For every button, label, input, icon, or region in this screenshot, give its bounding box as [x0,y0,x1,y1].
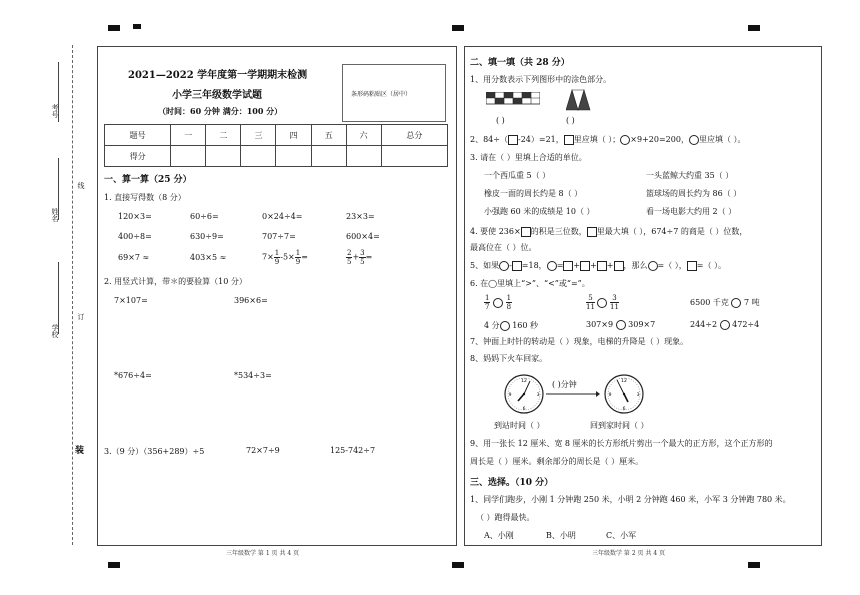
fraction: $\frac{1}{7}$ [485,294,490,311]
q1-item: 403×5 ≈ [190,253,227,262]
expr-text: 7× [262,252,274,262]
blank-square[interactable] [563,261,573,271]
q1-item: 707÷7= [262,232,296,241]
r-q9-line2: 周长是（ ）厘米。剩余部分的周长是（ ）厘米。 [470,457,644,466]
q3-prompt: 3.（9 分）（356+289）÷5 [104,447,205,456]
compare-circle[interactable] [597,298,607,308]
fraction: $\frac{2}{5}$ [347,249,352,266]
score-table-row [105,146,448,167]
s3-q1-line1: 1、同学们跑步，小刚 1 分钟跑 250 米，小明 2 分钟跑 460 米，小军 3 分钟跑 780 米。 [470,495,791,504]
blank-circle[interactable] [648,261,658,271]
q1-prompt: 1. 直接写得数（8 分） [104,193,186,202]
shaded-triangle-figure [566,88,594,112]
arrow-icon [546,390,600,398]
exam-title: 2021—2022 学年度第一学期期末检测 [128,70,308,81]
q1-item: 600×4= [346,232,380,241]
r-q4: 4. 要使 236× 的积是三位数， 里最大填（ ），674÷7 的商是（ ）位数， [470,227,748,236]
line-char: 线 [77,182,85,189]
score-col: 四 [276,125,311,146]
score-col: 三 [241,125,276,146]
fraction: $\frac{5}{11}$ [586,294,595,311]
score-col: 总分 [381,125,447,146]
score-col: 五 [311,125,346,146]
registration-mark [108,562,120,568]
blank-square[interactable] [512,261,522,271]
q1-item: 0×24÷4= [262,212,303,221]
blank-square[interactable] [687,261,697,271]
svg-text:9: 9 [508,393,512,398]
section-2-heading: 二、填一填（共 28 分） [470,58,570,68]
r-q2: 2、84÷（ -24）=21， 里应填（ ）； ×9+20=200， 里应填（ ）。 [470,135,746,144]
score-cell[interactable] [206,146,241,167]
blank-square[interactable] [564,135,574,145]
fraction: $\frac{3}{11}$ [610,294,619,311]
section-1-heading: 一、算一算（25 分） [104,175,192,185]
r-q3-item: 小强跑 60 米的成绩是 10（ ） [484,207,595,216]
r-q5: 5、如果 - =18， = + + + ，那么 =（ ）， =（ ）。 [470,261,726,270]
fraction: $\frac{3}{5}$ [360,249,365,266]
compare-circle[interactable] [493,298,503,308]
r-q3-item: 篮球场的周长约为 86（ ） [646,189,742,198]
r-q3-prompt: 3. 请在（ ）里填上合适的单位。 [470,153,587,162]
exam-no-label: 考号 [51,104,59,118]
registration-mark [748,25,760,31]
r-q4-line2: 最高位在（ ）位。 [470,243,537,252]
school-label: 学校 [51,324,59,338]
r-q6-compare: 6500 千克 7 吨 [690,298,760,307]
svg-text:3: 3 [636,393,640,398]
r-q6-prompt: 6. 在◯里填上“>”、“<”或“=”。 [470,279,590,288]
r-q3-item: 看一场电影大约用 2（ ） [646,207,737,216]
bind-char: 装 [73,445,83,454]
blank-square[interactable] [614,261,624,271]
r-q6-compare [484,294,512,311]
expr-text: -5× [280,252,295,262]
page-footer: 三年级数学 第 1 页 共 4 页 [226,550,300,557]
blank-square[interactable] [597,261,607,271]
q1-item: 120×3= [118,212,152,221]
name-label: 姓名 [51,208,59,222]
blank-square[interactable] [587,227,597,237]
q2-item: 7×107= [114,296,148,305]
r-q7: 7、钟面上时针的转动是（ ）现象，电梯的升降是（ ）现象。 [470,337,689,346]
score-col: 二 [206,125,241,146]
blank-square[interactable] [508,135,518,145]
r-q6-compare [586,294,619,311]
expr-text: = [301,252,308,262]
score-cell[interactable] [381,146,447,167]
r-q6-compare: 307×9 309×7 [586,320,656,329]
score-col: 题号 [105,125,171,146]
registration-mark [452,25,464,31]
score-row-label: 得分 [105,146,171,167]
section-3-heading: 三、选择。（10 分） [470,478,554,488]
clock-label: 回到家时间（ ） [590,421,649,430]
clock-home-icon [604,374,644,414]
q1-fraction-expression [262,249,308,266]
q1-item: 69×7 ≈ [118,253,150,262]
q3-item: 125-742÷7 [330,446,376,455]
exam-subtitle: 小学三年级数学试题 [172,90,262,101]
q1-item: 400÷8= [118,232,152,241]
s3-q1-line2: （ ）跑得最快。 [476,513,535,522]
r-q6-compare: 4 分 160 秒 [484,321,538,330]
seal-char: 订 [77,313,85,320]
s3-q1-option[interactable]: A、小刚 [484,531,514,540]
r-q9-line1: 9、用一张长 12 厘米、宽 8 厘米的长方形纸片剪出一个最大的正方形，这个正方形的 [470,439,773,448]
fraction: $\frac{1}{9}$ [274,249,280,266]
barcode-label: 条形码粘贴区（居中） [351,91,412,98]
r-q1-blank[interactable]: ( ) [496,116,505,125]
score-table [104,124,448,167]
compare-circle[interactable] [731,298,741,308]
svg-text:12: 12 [521,379,527,384]
q3-item: 72×7÷9 [246,446,280,455]
registration-mark [108,25,120,31]
score-cell[interactable] [241,146,276,167]
q1-item: 23×3= [346,212,375,221]
score-cell[interactable] [276,146,311,167]
q2-item: 396×6= [234,296,268,305]
registration-mark [133,24,141,29]
blank-square[interactable] [580,261,590,271]
clock-label: 到站时间（ ） [494,421,545,430]
r-q6-compare: 244÷2 472÷4 [690,320,760,329]
fraction: $\frac{1}{8}$ [506,294,512,311]
registration-mark [748,562,760,568]
compare-circle[interactable] [500,321,510,331]
r-q8: 8、妈妈下火车回家。 [470,354,548,363]
svg-text:3: 3 [536,393,540,398]
score-cell[interactable] [346,146,381,167]
q2-prompt: 2. 用竖式计算，带＊的要验算（10 分） [104,277,247,286]
barcode-box [342,64,446,122]
compare-circle[interactable] [616,320,626,330]
registration-mark [452,562,464,568]
clock-arrow-label: ( )分钟 [552,380,577,389]
score-cell[interactable] [311,146,346,167]
r-q3-item: 一个西瓜重 5（ ） [484,171,551,180]
r-q1-blank[interactable]: ( ) [566,116,575,125]
score-col: 六 [346,125,381,146]
page-footer: 三年级数学 第 2 页 共 4 页 [592,550,666,557]
svg-text:6: 6 [622,407,626,412]
score-table-header [105,125,448,146]
clock-arrival-icon [504,374,544,414]
score-cell[interactable] [171,146,206,167]
right-page [464,46,822,546]
svg-text:9: 9 [608,393,612,398]
s3-q1-option[interactable]: C、小军 [606,531,637,540]
s3-q1-option[interactable]: B、小明 [546,531,576,540]
compare-circle[interactable] [720,320,730,330]
q2-item: *534÷3= [234,371,272,380]
expr-text: + [352,252,360,262]
score-col: 一 [171,125,206,146]
svg-text:6: 6 [522,407,526,412]
blank-square[interactable] [521,227,531,237]
blank-circle[interactable] [689,135,699,145]
fraction: $\frac{1}{9}$ [295,249,301,266]
q1-fraction-expression [346,249,372,266]
svg-text:12: 12 [621,379,627,384]
r-q3-item: 橡皮一面的周长约是 8（ ） [484,189,583,198]
shaded-rectangle-figure [486,92,540,106]
r-q1-prompt: 1、用分数表示下列图形中的涂色部分。 [470,75,612,84]
expr-text: = [365,252,373,262]
q2-item: *676÷4= [114,371,152,380]
blank-circle[interactable] [620,135,630,145]
r-q3-item: 一头蓝鲸大约重 35（ ） [646,171,734,180]
blank-circle[interactable] [547,261,557,271]
q1-item: 630÷9= [190,232,224,241]
blank-circle[interactable] [499,261,509,271]
exam-info: （时间：60 分钟 满分：100 分） [158,106,283,116]
q1-item: 60÷6= [190,212,219,221]
